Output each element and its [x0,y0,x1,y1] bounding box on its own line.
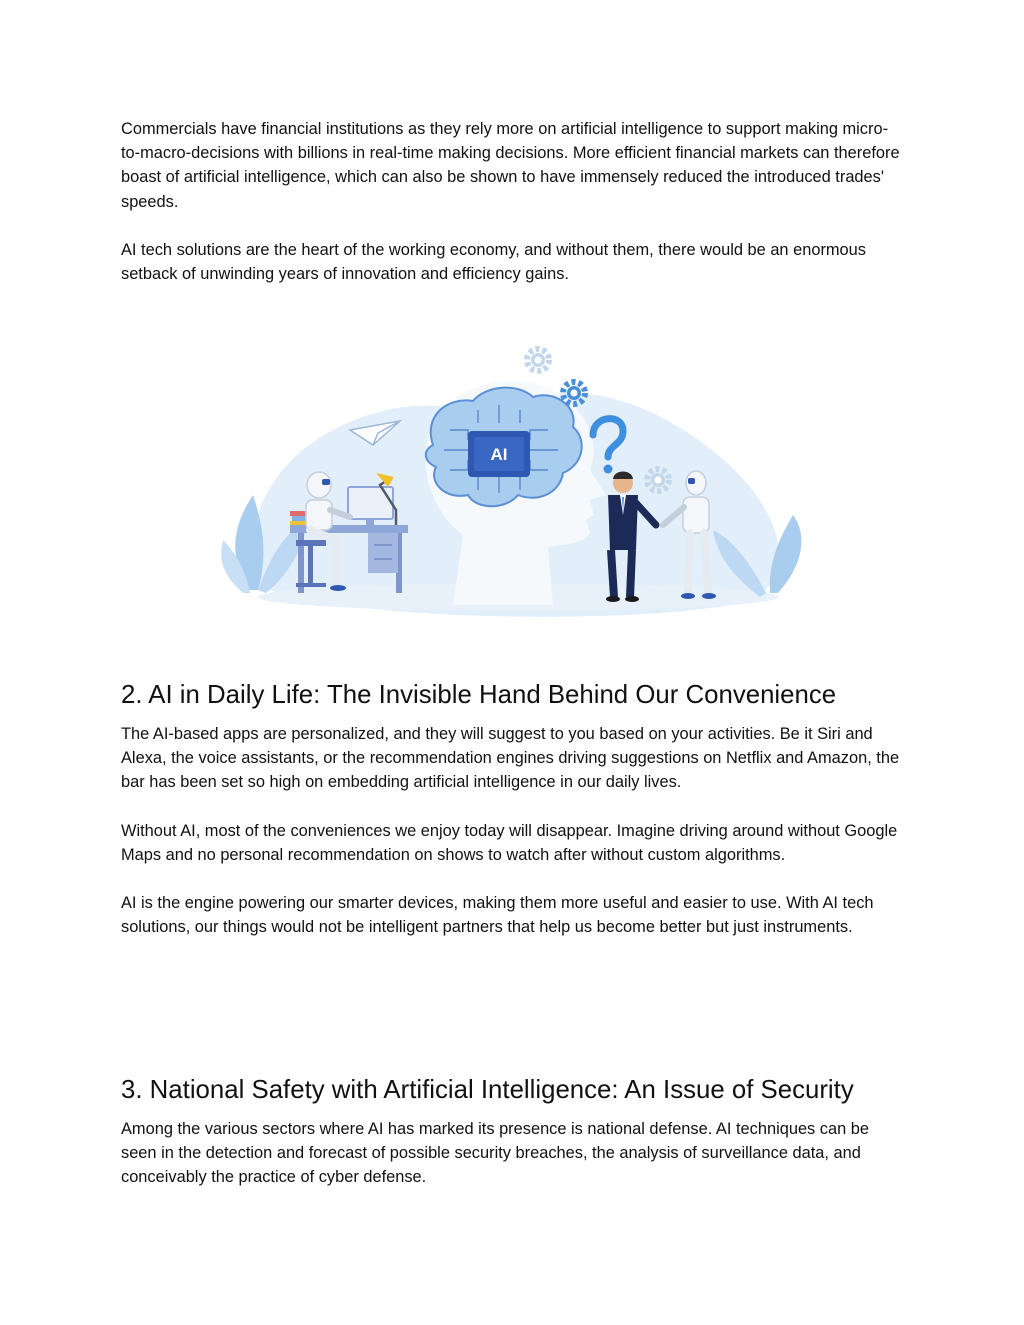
ai-illustration-svg [218,335,808,620]
section-2-paragraph-3: AI is the engine powering our smarter devices, making them more useful and easier to use. With AI tech solutions, our things would not be intelligent partners that help us become better but just instruments. [121,894,874,937]
section-3-body [121,1117,901,1190]
intro-paragraph-2: AI tech solutions are the heart of the working economy, and without them, there would be an enormous setback of unwinding years of innovation and efficiency gains. [121,240,866,284]
intro-paragraph-1: Commercials have financial institutions as they rely more on artificial intelligence to support making micro-to-macro-decisions with billions in real-time making decisions. More efficient financial markets can therefore boast of artificial intelligence, which can also be shown to have immensely reduced the introduced trades' speeds. [121,120,900,211]
section-2-heading: 2. AI in Daily Life: The Invisible Hand Behind Our Convenience [121,681,837,709]
section-2-body [121,722,901,939]
intro-section [121,117,901,286]
ai-chip-label: AI [490,445,508,464]
section-3-heading: 3. National Safety with Artificial Intelligence: An Issue of Security [121,1076,854,1104]
section-2-paragraph-1: The AI-based apps are personalized, and they will suggest to you based on your activities. Be it Siri and Alexa, the voice assistants, or the recommendation engines driving suggestions on Netflix and Amazon, the bar has been set so high on embedding artificial intelligence in our daily lives. [121,725,900,792]
ai-illustration [218,335,808,620]
gear-icon [527,349,549,371]
section-3-paragraph-1: Among the various sectors where AI has marked its presence is national defense. AI techniques can be seen in the detection and forecast of possible security breaches, the analysis of surveillance data, and conceivably the practice of cyber defense. [121,1120,870,1187]
section-2-paragraph-2: Without AI, most of the conveniences we enjoy today will disappear. Imagine driving around without Google Maps and no personal recommendation on shows to watch after without custom algorithms. [121,821,898,864]
